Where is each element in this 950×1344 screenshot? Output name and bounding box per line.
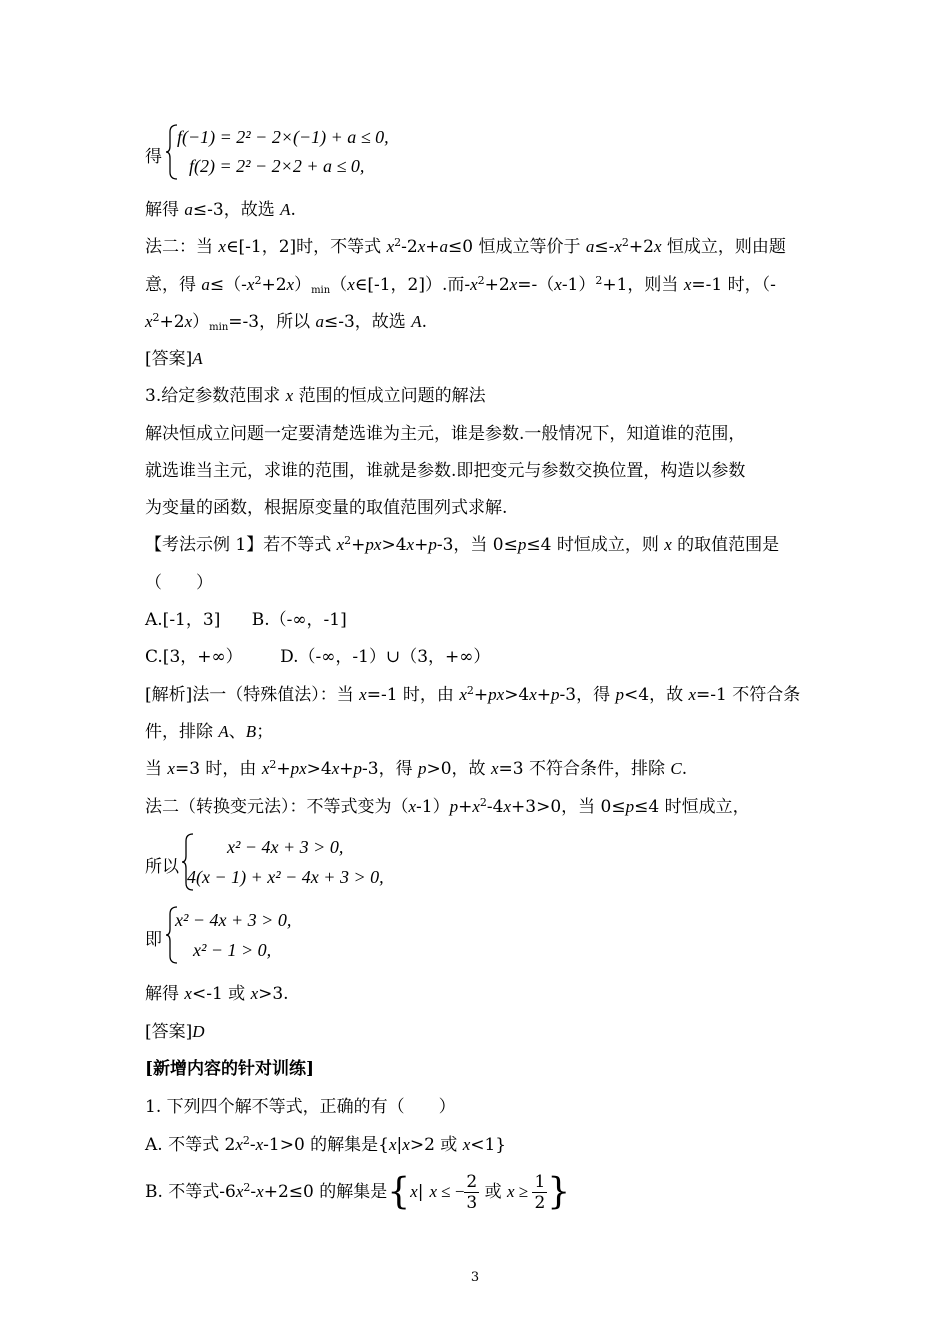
right-curly-brace-icon: }	[547, 1171, 571, 1213]
section-title: [新增内容的针对训练]	[145, 1059, 315, 1079]
text-line: 当 x=3 时，由 $x^2+px>4x+p-3$，得 p>0，故 x=3 不符合条件，排除 C.	[145, 758, 688, 779]
system-equation: x² − 1 > 0,	[193, 940, 272, 960]
equation-system-2	[145, 832, 465, 892]
exercise-option-a: A. 不等式 $2x^2-x-1>0$ 的解集是{x|x>2 或 x<1}	[145, 1134, 507, 1155]
system-equation: x² − 4x + 3 > 0,	[175, 910, 292, 930]
system-equation: f(2) = 2² − 2×2 + a ≤ 0,	[189, 156, 365, 176]
options-line	[145, 646, 490, 668]
vertical-bar: |	[417, 1182, 424, 1202]
system-equation: x² − 4x + 3 > 0,	[227, 837, 344, 857]
answer-bracket: （ ）	[145, 573, 213, 593]
left-curly-brace-icon: {	[387, 1171, 411, 1213]
text-line: 意，得 $a\le(-x^2+2x)_{min}(x\in[-1$，2]）.而$-x^2+2x=-(x-1)^2+1$，则当 x=-1 时，（-	[145, 274, 776, 296]
system-lead-text: 所以	[145, 857, 179, 877]
options-line	[145, 609, 347, 631]
text-line: $x^2+2x)_{min}=-3$，所以 a≤-3，故选 A.	[145, 311, 428, 333]
text-line: [解析]法一（特殊值法）：当 x=-1 时，由 $x^2+px>4x+p-3$，得 p<4，故 x=-1 不符合条	[145, 684, 801, 705]
text-line: 就选谁当主元，求谁的范围，谁就是参数.即把变元与参数交换位置，构造以参数	[145, 461, 746, 481]
page-number: 3	[470, 1270, 480, 1285]
option-a: A.[-1，3]	[145, 610, 221, 630]
text-line: 解决恒成立问题一定要清楚选谁为主元，谁是参数.一般情况下，知道谁的范围，	[145, 424, 746, 444]
option-b: B.（-∞，-1]	[251, 610, 347, 630]
equation-system-1	[145, 122, 445, 182]
system-equation: f(−1) = 2² − 2×(−1) + a ≤ 0,	[177, 127, 389, 147]
text-line: 件，排除 A、B；	[145, 722, 274, 742]
option-c: C.[3，+∞）	[145, 647, 243, 667]
option-d: D.（-∞，-1）∪（3，+∞）	[280, 647, 491, 667]
fraction-two-thirds: $\frac{2}{3}$	[466, 1172, 478, 1213]
exercise-question: 1. 下列四个解不等式，正确的有（ ）	[145, 1097, 456, 1117]
example-question: 【考法示例 1】若不等式 $x^2+px>4x+p-3$，当 0≤p≤4 时恒成立，则 x 的取值范围是	[145, 534, 780, 555]
text-line: 法二（转换变元法）：不等式变为$(x-1)p+x^2-4x+3>0$，当 0≤p≤4 时恒成立，	[145, 796, 750, 817]
text-line: 法二：当 x∈[-1，2]时，不等式 $x^2-2x+a\le 0$ 恒成立等价于 $a\le-x^2+2x$ 恒成立，则由题	[145, 236, 786, 257]
text-line: 为变量的函数，根据原变量的取值范围列式求解.	[145, 498, 508, 518]
equation-system-3	[145, 905, 445, 965]
exercise-option-b: B. 不等式$-6x^2-x+2\le 0$ 的解集是{x| x ≤ − $\frac{2}{3}$ 或 x ≥ $\frac{1}{2}$ }	[145, 1171, 571, 1213]
system-lead-text: 即	[145, 930, 162, 950]
system-lead-text: 得	[145, 147, 162, 167]
answer-line: [答案]D	[145, 1022, 205, 1042]
answer-line: [答案]A	[145, 349, 203, 369]
section-heading: 3.给定参数范围求 x 范围的恒成立问题的解法	[145, 386, 486, 406]
system-equation: 4(x − 1) + x² − 4x + 3 > 0,	[187, 867, 384, 887]
fraction-one-half: $\frac{1}{2}$	[534, 1172, 546, 1213]
text-line: 解得 a≤-3，故选 A.	[145, 200, 296, 220]
text-line: 解得 x<-1 或 x>3.	[145, 984, 289, 1004]
